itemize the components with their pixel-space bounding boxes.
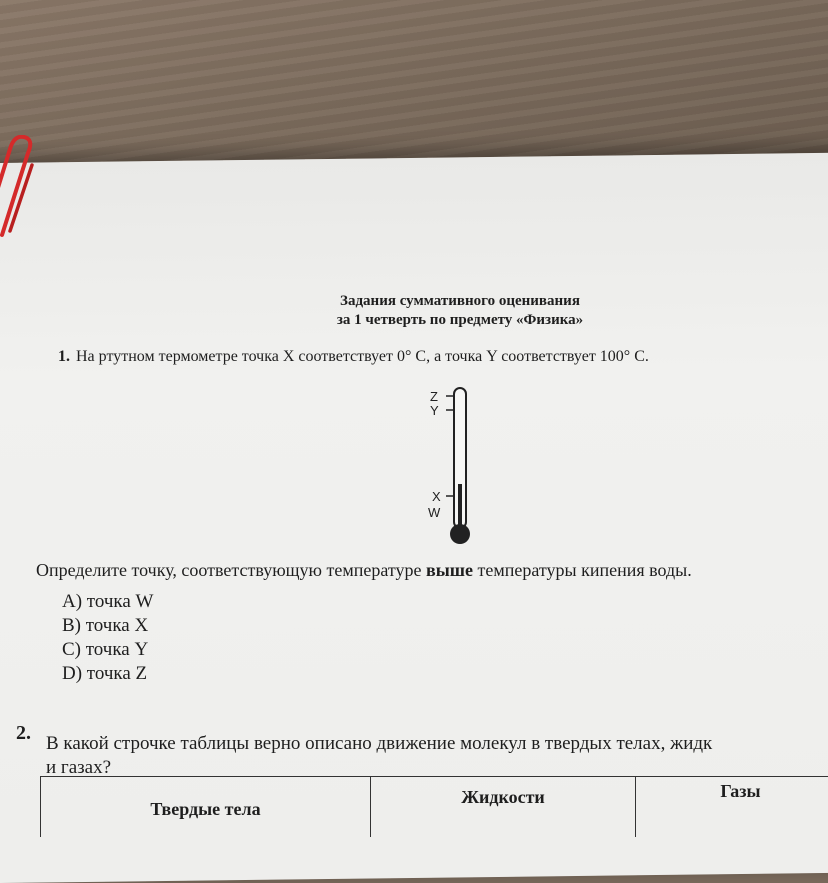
label-z: Z xyxy=(430,389,438,404)
option-d: D) точка Z xyxy=(62,663,148,684)
question-1-prompt xyxy=(36,560,826,581)
prompt-after: температуры кипения воды. xyxy=(472,560,692,580)
question-2-line-2: и газах? xyxy=(46,757,112,778)
label-y: Y xyxy=(430,403,439,418)
option-c: C) точка Y xyxy=(62,639,149,660)
question-2-line-1: В какой строчке таблицы верно описано движение молекул в твердых телах, жидк xyxy=(46,733,713,754)
prompt-before: Определите точку, соответствующую температуре xyxy=(36,560,426,580)
header-line-2: за 1 четверть по предмету «Физика» xyxy=(336,312,584,328)
mercury-column xyxy=(458,484,462,530)
answer-options xyxy=(62,590,153,686)
question-1-text: На ртутном термометре точка X соответствует 0° C, а точка Y соответствует 100° C. xyxy=(76,348,649,365)
prompt-bold: выше xyxy=(426,560,473,580)
question-2-number: 2. xyxy=(16,722,31,744)
thermometer-figure xyxy=(420,384,490,554)
label-w: W xyxy=(428,505,441,520)
question-1 xyxy=(58,348,818,366)
thermometer-bulb xyxy=(450,524,470,544)
worksheet-header xyxy=(200,292,720,330)
question-1-number: 1. xyxy=(58,348,70,365)
option-b: B) точка X xyxy=(62,615,149,636)
label-x: X xyxy=(432,489,441,504)
option-a: A) точка W xyxy=(62,591,154,612)
table-header-solids: Твердые тела xyxy=(41,777,371,837)
header-line-1: Задания суммативного оценивания xyxy=(340,293,580,309)
table-header-liquids: Жидкости xyxy=(371,777,636,837)
question-2-text xyxy=(46,732,828,780)
table-header-gases: Газы xyxy=(636,777,828,837)
